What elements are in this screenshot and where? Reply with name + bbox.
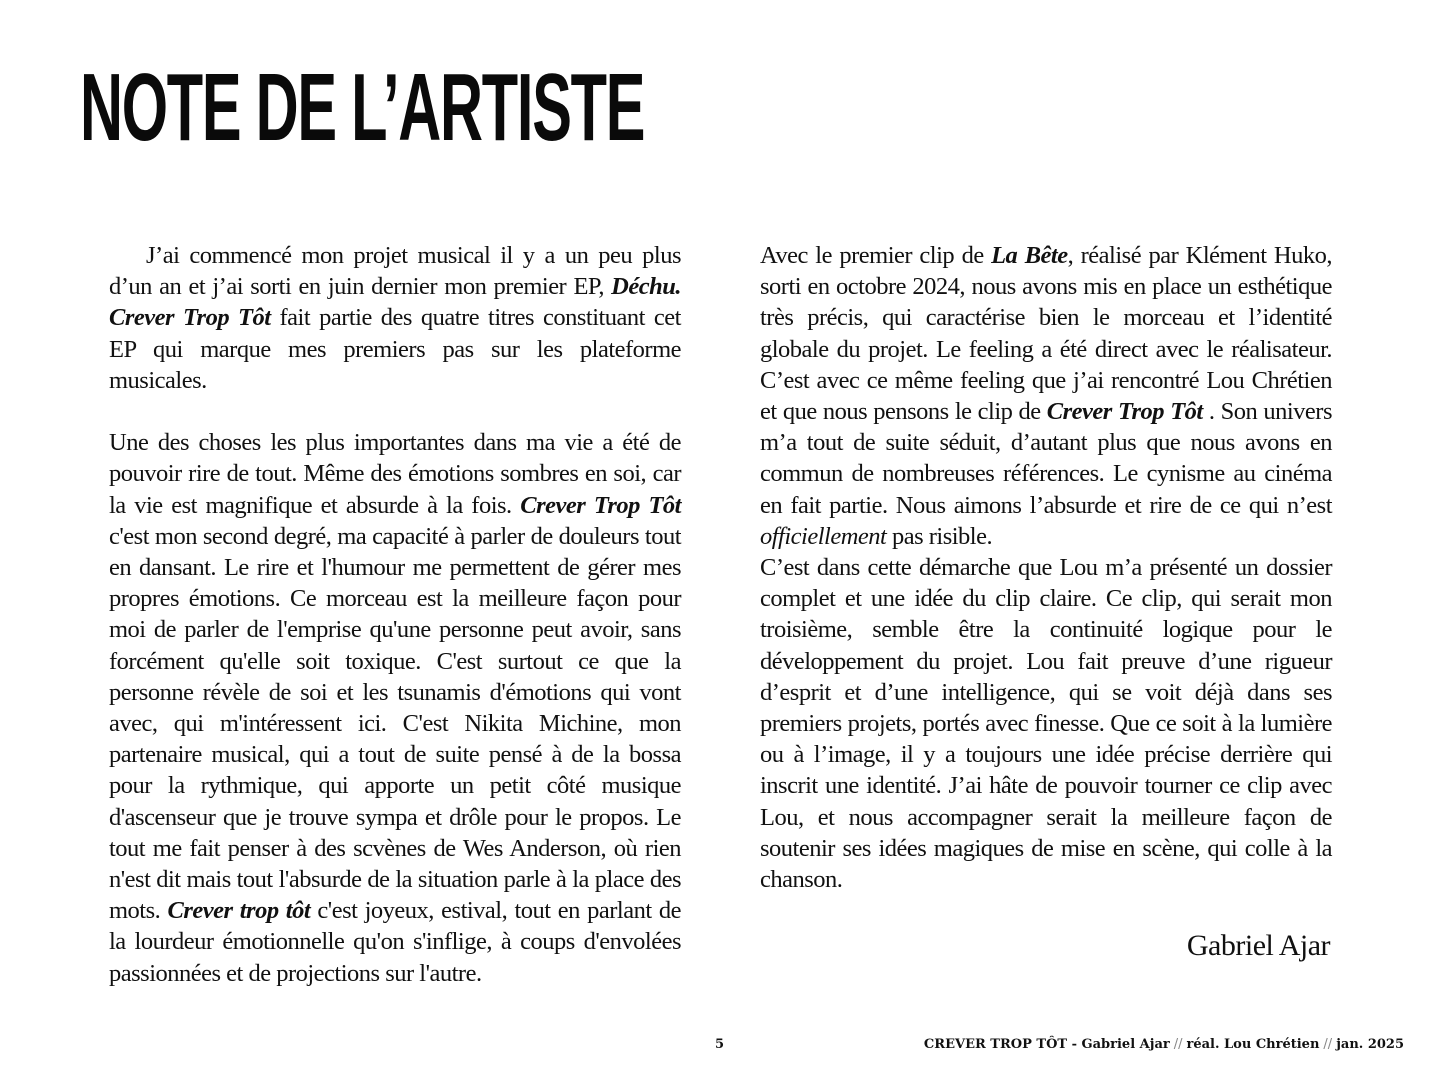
left-text-column	[109, 240, 681, 989]
page-number: 5	[715, 1037, 725, 1052]
song-title: Crever Trop Tôt	[109, 304, 271, 332]
footer-director: réal. Lou Chrétien	[1186, 1037, 1320, 1052]
song-title: Crever Trop Tôt	[1046, 398, 1203, 426]
song-title: Crever Trop Tôt	[520, 491, 681, 519]
artist-signature: Gabriel Ajar	[1186, 929, 1330, 962]
page-title: NOTE DE L’ARTISTE	[80, 54, 645, 161]
text-run: fait partie des quatre titres constituant cet EP qui marque mes premiers pas sur les plateforme musicales.	[109, 304, 681, 394]
text-run: c'est mon second degré, ma capacité à parler de douleurs tout en dansant. Le rire et l'humour me permettent de gérer mes propres émotions. Ce morceau est la meilleure façon pour moi de parler de l'emprise qu'une personne peut avoir, sans forcément qu'elle soit toxique. C'est surtout ce que la personne révèle de soi et les tsunamis d'émotions qui vont avec, qui m'intéressent ici. C'est Nikita Michine, mon partenaire musical, qui a tout de suite pensé à de la bossa pour la rythmique, qui apporte un petit côté musique d'ascenseur que je trouve sympa et drôle pour le propos. Le tout me fait penser à des scvènes de Wes Anderson, où rien n'est dit mais tout l'absurde de la situation parle à la place des mots.	[109, 522, 681, 925]
song-title-la-bete: La Bête	[991, 242, 1068, 269]
footer-credits	[924, 1036, 1404, 1054]
right-text-column	[760, 240, 1332, 895]
ep-title-dechu: Déchu	[611, 273, 676, 301]
text-run: c'est joyeux, estival, tout en parlant de la lourdeur émotionnelle qu'on s'inflige, à coups d'envolées passionnées et de projections sur l'autre.	[109, 897, 681, 987]
footer-project-title: CREVER TROP TÔT - Gabriel Ajar	[923, 1037, 1170, 1052]
emphasis-word: officiellement	[760, 522, 887, 550]
paragraph-humour	[109, 427, 681, 989]
song-title: Crever trop tôt	[167, 897, 311, 925]
footer-separator: //	[1173, 1037, 1183, 1052]
text-run: , réalisé par Klément Huko, sorti en octobre 2024, nous avons mis en place un esthétique très précis, qui caractérise bien le morceau et l’identité globale du projet. Le feeling a été direct avec le réalisateur. C’est avec ce même feeling que j’ai rencontré Lou Chrétien et que nous pensons le clip de	[760, 242, 1332, 426]
paragraph-clip-proposal: C’est dans cette démarche que Lou m’a présenté un dossier complet et une idée du clip claire. Ce clip, qui serait mon troisième, semble être la continuité logique pour le développement du projet. Lou fait preuve d’une rigueur d’esprit et d’une intelligence, qui se voit déjà dans ses premiers projets, portés avec finesse. Que ce soit à la lumière ou à l’image, il y a toujours une idée précise derrière qui inscrit une identité. J’ai hâte de pouvoir tourner ce clip avec Lou, et nous accompagner serait la meilleure façon de soutenir ses idées magiques de mise en scène, qui colle à la chanson.	[760, 554, 1332, 894]
text-run: Une des choses les plus importantes dans ma vie a été de pouvoir rire de tout. Même des émotions sombres en soi, car la vie est magnifique et absurde à la fois.	[109, 429, 681, 519]
footer-separator: //	[1323, 1037, 1333, 1052]
text-run: . Son univers m’a tout de suite séduit, d’autant plus que nous avons en commun de nombreuses références. Le cynisme au cinéma en fait partie. Nous aimons l’absurde et rire de ce qui n’est	[760, 398, 1333, 519]
paragraph-intro	[109, 240, 681, 396]
text-run: J’ai commencé mon projet musical il y a un peu plus d’un an et j’ai sorti en juin dernier mon premier EP,	[109, 242, 681, 301]
text-run: pas risible.	[886, 522, 993, 550]
paragraph-first-clip	[760, 240, 1332, 552]
text-run: .	[675, 273, 681, 301]
footer-date: jan. 2025	[1336, 1037, 1404, 1052]
text-run: Avec le premier clip de	[760, 242, 992, 269]
